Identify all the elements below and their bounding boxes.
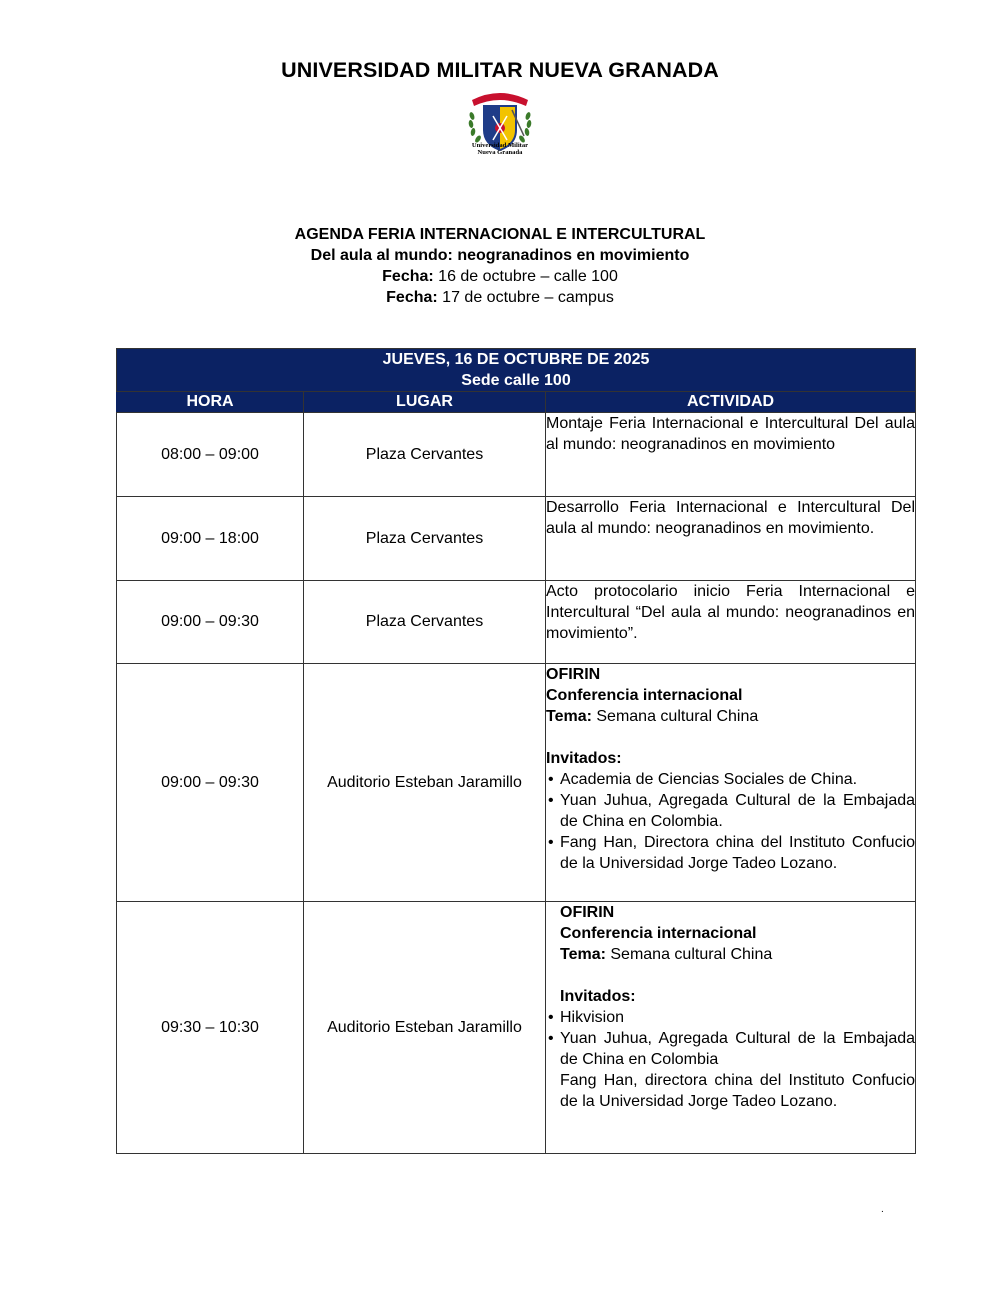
table-row (117, 581, 916, 664)
tema-label: Tema: (546, 708, 592, 725)
day-title: JUEVES, 16 DE OCTUBRE DE 2025 (382, 351, 650, 368)
hora-cell: 09:30 – 10:30 (117, 902, 304, 1154)
actividad-cell (546, 413, 916, 497)
tema-line (546, 944, 915, 965)
column-header-row (117, 392, 916, 413)
actividad-cell (546, 902, 916, 1154)
list-item: • Academia de Ciencias Sociales de China. (546, 769, 915, 790)
invitados-label: Invitados: (546, 750, 622, 767)
list-item: • Fang Han, Directora china del Instituto Confucio de la Universidad Jorge Tadeo Lozano. (546, 832, 915, 874)
lugar-cell: Auditorio Esteban Jaramillo (304, 664, 546, 902)
actividad-cell (546, 497, 916, 581)
invitados-list (546, 769, 915, 874)
actividad-text: Acto protocolario inicio Feria Internacional e Intercultural “Del aula al mundo: neogranadinos en movimiento”. (546, 583, 916, 642)
venue-title: Sede calle 100 (461, 372, 571, 389)
actividad-cell (546, 581, 916, 664)
org-name: OFIRIN (560, 904, 615, 921)
agenda-title: AGENDA FERIA INTERNACIONAL E INTERCULTURAL (294, 226, 706, 243)
day-header (117, 349, 916, 392)
tema-line (546, 706, 915, 727)
org-name: OFIRIN (546, 666, 601, 683)
tema-value: Semana cultural China (605, 946, 773, 963)
hora-cell: 08:00 – 09:00 (117, 413, 304, 497)
list-item: • Hikvision (546, 1007, 915, 1028)
actividad-text: Montaje Feria Internacional e Intercultural Del aula al mundo: neogranadinos en movimiento (546, 415, 916, 453)
extra-guest: Fang Han, directora china del Instituto Confucio de la Universidad Jorge Tadeo Lozano. (560, 1072, 916, 1110)
actividad-cell (546, 664, 916, 902)
date-value: 17 de octubre – campus (437, 289, 614, 306)
logo-caption-line1: Universidad Militar (471, 142, 529, 149)
event-type: Conferencia internacional (560, 925, 757, 942)
event-type: Conferencia internacional (546, 687, 743, 704)
invitados-label: Invitados: (560, 988, 636, 1005)
list-item: • Yuan Juhua, Agregada Cultural de la Embajada de China en Colombia (546, 1028, 915, 1070)
tema-label: Tema: (560, 946, 606, 963)
list-item: • Yuan Juhua, Agregada Cultural de la Embajada de China en Colombia. (546, 790, 915, 832)
column-header-lugar: LUGAR (304, 392, 546, 413)
day-header-row (117, 349, 916, 392)
date-value: 16 de octubre – calle 100 (433, 268, 618, 285)
invitados-list (546, 1007, 915, 1070)
column-header-hora: HORA (117, 392, 304, 413)
lugar-cell: Auditorio Esteban Jaramillo (304, 902, 546, 1154)
hora-cell: 09:00 – 09:30 (117, 664, 304, 902)
lugar-cell: Plaza Cervantes (304, 413, 546, 497)
table-row (117, 902, 916, 1154)
date-label: Fecha: (382, 268, 434, 285)
banner-shape (472, 93, 528, 106)
table-row (117, 413, 916, 497)
agenda-table (116, 348, 916, 1154)
column-header-actividad: ACTIVIDAD (546, 392, 916, 413)
hora-cell: 09:00 – 18:00 (117, 497, 304, 581)
agenda-subtitle: Del aula al mundo: neogranadinos en movimiento (310, 247, 690, 264)
logo-caption-line2: Nueva Granada (477, 149, 523, 156)
page-marker: . (881, 1204, 884, 1215)
actividad-text: Desarrollo Feria Internacional e Intercultural Del aula al mundo: neogranadinos en movimiento. (546, 499, 916, 537)
table-row (117, 664, 916, 902)
lugar-cell: Plaza Cervantes (304, 581, 546, 664)
date-line-2 (0, 287, 1000, 308)
university-title: UNIVERSIDAD MILITAR NUEVA GRANADA (281, 58, 719, 82)
date-line-1 (0, 266, 1000, 287)
table-row (117, 497, 916, 581)
agenda-header (0, 224, 1000, 308)
lugar-cell: Plaza Cervantes (304, 497, 546, 581)
tema-value: Semana cultural China (591, 708, 759, 725)
hora-cell: 09:00 – 09:30 (117, 581, 304, 664)
date-label: Fecha: (386, 289, 438, 306)
